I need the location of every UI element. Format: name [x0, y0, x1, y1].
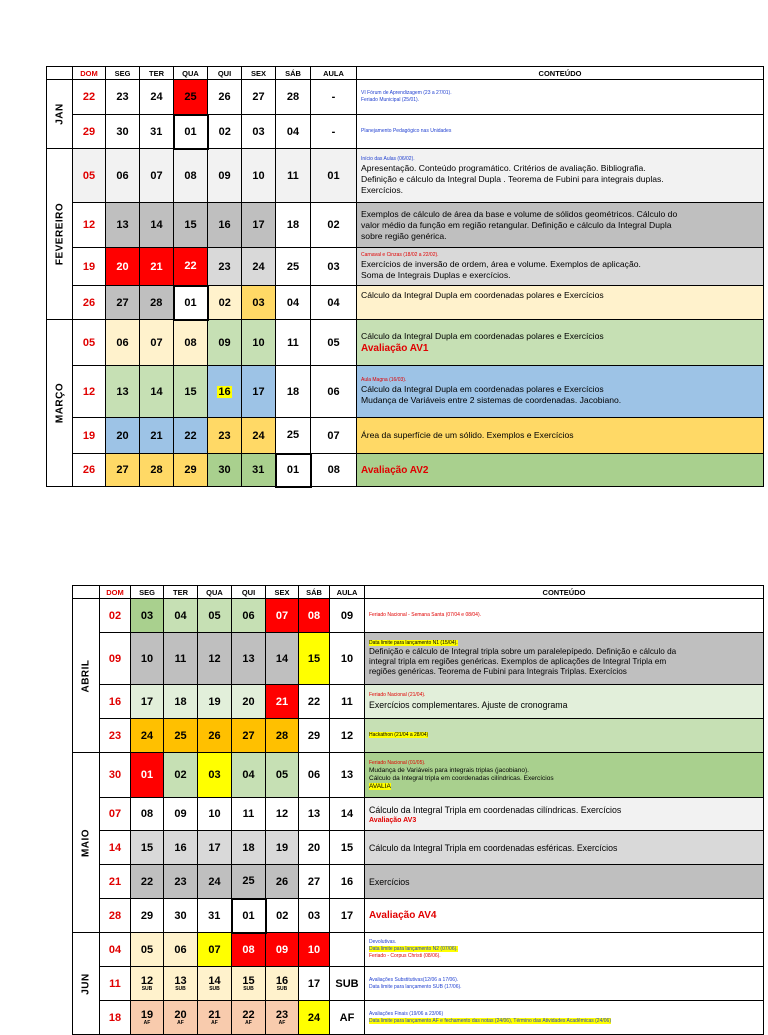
content-line: AVALIA — [369, 782, 391, 790]
day-cell: 21 AF — [198, 1001, 232, 1035]
day-cell: 02 — [100, 599, 131, 633]
day-cell: 14 SUB — [198, 967, 232, 1001]
day-cell: 17 — [299, 967, 330, 1001]
header-sex: SEX — [242, 67, 276, 80]
header-row — [47, 67, 764, 80]
week-row — [47, 418, 764, 454]
day-cell: 29 — [299, 719, 330, 753]
content-cell — [357, 454, 764, 487]
day-cell: 23 — [208, 418, 242, 454]
content-line: Mudança de Variáveis para integrais triplas (jacobiano). — [369, 766, 529, 774]
content-note: Avaliações Substitutivas(12/06 a 17/06). — [369, 976, 459, 983]
day-cell: 05 — [131, 933, 164, 967]
day-cell: 16 — [164, 831, 198, 865]
day-cell: 22 — [174, 248, 208, 286]
aula-cell: 07 — [311, 418, 357, 454]
day-cell: 20 AF — [164, 1001, 198, 1035]
content-line: Soma de Integrais Duplas e exercícios. — [361, 270, 511, 280]
header-row — [73, 586, 764, 599]
day-cell: 17 — [242, 203, 276, 248]
day-cell: 26 — [73, 454, 106, 487]
aula-cell: 17 — [330, 899, 365, 933]
content-line: valor médio da função em região retangular. Definição e cálculo da Integral Dupla — [361, 219, 672, 230]
content-line: integral tripla em regiões genéricas. Exemplos de aplicações de Integral Tripla em — [369, 657, 667, 666]
day-cell: 03 — [131, 599, 164, 633]
day-cell: 08 — [131, 798, 164, 831]
day-cell: 13 — [299, 798, 330, 831]
day-cell: 12 — [73, 366, 106, 418]
day-cell: 04 — [164, 599, 198, 633]
day-cell: 02 — [208, 286, 242, 320]
day-cell: 08 — [174, 320, 208, 366]
day-cell: 14 — [140, 203, 174, 248]
day-cell: 01 — [232, 899, 266, 933]
day-cell: 18 — [232, 831, 266, 865]
day-cell: 15 — [131, 831, 164, 865]
evaluation-label: Avaliação AV1 — [361, 342, 429, 354]
day-cell: 11 — [100, 967, 131, 1001]
content-cell — [357, 366, 764, 418]
month-label-fev: FEVEREIRO — [47, 149, 73, 320]
content-line: Exercícios complementares. Ajuste de cronograma — [369, 700, 568, 710]
day-cell: 04 — [276, 286, 311, 320]
week-row — [47, 115, 764, 149]
day-cell: 28 — [140, 454, 174, 487]
header-sab: SÁB — [299, 586, 330, 599]
day-cell: 05 — [266, 753, 299, 798]
content-cell — [365, 798, 764, 831]
day-cell: 19 — [198, 685, 232, 719]
day-cell: 12 — [198, 633, 232, 685]
day-cell: 20 — [232, 685, 266, 719]
day-cell: 31 — [242, 454, 276, 487]
day-cell: 11 — [276, 149, 311, 203]
day-cell: 19 AF — [131, 1001, 164, 1035]
week-row — [73, 599, 764, 633]
day-cell: 28 — [100, 899, 131, 933]
day-cell: 22 — [174, 418, 208, 454]
day-cell: 01 — [276, 454, 311, 487]
day-cell: 11 — [164, 633, 198, 685]
header-dom: DOM — [73, 67, 106, 80]
day-cell: 13 — [232, 633, 266, 685]
header-ter: TER — [164, 586, 198, 599]
content-cell — [365, 865, 764, 899]
header-qua: QUA — [198, 586, 232, 599]
content-line: regiões genéricas. Teorema de Fubini para Integrais Triplas. Exercícios — [369, 667, 627, 676]
content-line: Cálculo da Integral Dupla em coordenadas polares e Exercícios — [361, 290, 604, 300]
day-cell: 30 — [208, 454, 242, 487]
aula-cell: - — [311, 80, 357, 115]
day-cell: 21 — [140, 418, 174, 454]
day-cell: 22 — [131, 865, 164, 899]
header-ter: TER — [140, 67, 174, 80]
content-cell — [365, 719, 764, 753]
month-label-abr: ABRIL — [73, 599, 100, 753]
content-line: Exercícios de inversão de ordem, área e volume. Exemplos de aplicação. — [361, 259, 641, 269]
day-cell: 16 — [100, 685, 131, 719]
day-cell: 18 — [100, 1001, 131, 1035]
content-holiday: Feriado Nacional (01/05). — [369, 759, 426, 766]
week-row — [47, 248, 764, 286]
content-line: sobre região genérica. — [361, 230, 447, 241]
header-conteudo: CONTEÚDO — [357, 67, 764, 80]
content-holiday: Feriado Nacional (21/04). — [369, 692, 426, 698]
day-cell: 30 — [164, 899, 198, 933]
content-cell — [357, 149, 764, 203]
day-cell: 18 — [276, 366, 311, 418]
day-cell: 05 — [198, 599, 232, 633]
content-note: Devolutivas. — [369, 939, 397, 945]
day-cell: 24 — [242, 248, 276, 286]
header-sab: SÁB — [276, 67, 311, 80]
day-cell: 14 — [100, 831, 131, 865]
day-cell: 09 — [208, 149, 242, 203]
day-cell: 28 — [276, 80, 311, 115]
header-aula: AULA — [330, 586, 365, 599]
week-row — [73, 753, 764, 798]
day-cell: 05 — [73, 320, 106, 366]
content-note: Planejamento Pedagógico nas Unidades — [361, 128, 452, 134]
content-holiday: Feriado - Corpus Christi (08/06). — [369, 953, 441, 959]
day-cell: 04 — [100, 933, 131, 967]
aula-cell: 14 — [330, 798, 365, 831]
week-row — [73, 633, 764, 685]
header-aula: AULA — [311, 67, 357, 80]
month-label-mar: MARÇO — [47, 320, 73, 487]
content-note: Início das Aulas (06/02). — [361, 155, 415, 162]
day-cell: 14 — [140, 366, 174, 418]
day-cell: 02 — [266, 899, 299, 933]
calendar-table-jan-mar — [46, 66, 764, 488]
content-cell — [365, 633, 764, 685]
day-cell: 29 — [131, 899, 164, 933]
day-cell: 29 — [73, 115, 106, 149]
day-cell: 20 — [299, 831, 330, 865]
day-cell: 28 — [266, 719, 299, 753]
day-cell: 08 — [232, 933, 266, 967]
day-cell: 13 SUB — [164, 967, 198, 1001]
day-cell: 26 — [198, 719, 232, 753]
day-cell: 10 — [299, 933, 330, 967]
aula-cell: 01 — [311, 149, 357, 203]
day-cell: 17 — [131, 685, 164, 719]
week-row — [47, 149, 764, 203]
day-cell: 07 — [140, 149, 174, 203]
week-row — [73, 685, 764, 719]
header-seg: SEG — [131, 586, 164, 599]
day-cell: 12 SUB — [131, 967, 164, 1001]
aula-cell: SUB — [330, 967, 365, 1001]
aula-cell: 12 — [330, 719, 365, 753]
aula-cell: AF — [330, 1001, 365, 1035]
evaluation-label: Avaliação AV4 — [369, 910, 437, 921]
week-row — [47, 203, 764, 248]
aula-cell — [330, 933, 365, 967]
header-qua: QUA — [174, 67, 208, 80]
day-cell: 15 — [174, 366, 208, 418]
content-holiday: Aula Magna (16/03). — [361, 377, 407, 383]
day-cell: 05 — [73, 149, 106, 203]
day-cell: 07 — [198, 933, 232, 967]
month-label-jun: JUN — [73, 933, 100, 1035]
day-cell: 03 — [242, 115, 276, 149]
header-seg: SEG — [106, 67, 140, 80]
content-note: Data limite para lançamento SUB (17/06). — [369, 983, 462, 990]
content-cell — [365, 599, 764, 633]
aula-cell: 09 — [330, 599, 365, 633]
aula-cell: - — [311, 115, 357, 149]
content-cell — [365, 1001, 764, 1035]
day-cell: 21 — [140, 248, 174, 286]
day-cell: 16 — [208, 203, 242, 248]
content-line: Cálculo da Integral Tripla em coordenadas cilíndricas. Exercícios — [369, 804, 622, 815]
day-cell: 17 — [198, 831, 232, 865]
day-cell: 18 — [164, 685, 198, 719]
content-cell — [357, 418, 764, 454]
content-cell — [365, 899, 764, 933]
day-cell: 10 — [242, 149, 276, 203]
day-cell: 07 — [140, 320, 174, 366]
day-cell: 11 — [276, 320, 311, 366]
content-cell — [365, 933, 764, 967]
header-blank — [73, 586, 100, 599]
aula-cell: 05 — [311, 320, 357, 366]
day-cell: 02 — [208, 115, 242, 149]
week-row — [47, 320, 764, 366]
day-cell: 30 — [106, 115, 140, 149]
aula-cell: 03 — [311, 248, 357, 286]
week-row — [73, 798, 764, 831]
week-row — [73, 933, 764, 967]
content-cell — [357, 248, 764, 286]
day-cell: 26 — [208, 80, 242, 115]
day-cell: 13 — [106, 203, 140, 248]
week-row — [73, 967, 764, 1001]
week-row — [73, 831, 764, 865]
day-cell: 20 — [106, 418, 140, 454]
content-line: Cálculo da Integral Dupla em coordenadas polares e Exercícios — [361, 384, 604, 394]
day-cell: 08 — [174, 149, 208, 203]
aula-cell: 11 — [330, 685, 365, 719]
content-line: Cálculo da Integral tripla em coordenadas cilíndricas. Exercícios — [369, 774, 554, 782]
content-line: Exemplos de cálculo de área da base e volume de sólidos geométricos. Cálculo do — [361, 208, 678, 219]
content-note: Data limite para lançamento AF e fechamento das notas (24/06), Término das Atividades Acadêmicas (24/06) — [369, 1017, 611, 1024]
day-cell: 06 — [232, 599, 266, 633]
day-cell: 03 — [299, 899, 330, 933]
day-cell: 24 — [140, 80, 174, 115]
day-cell: 25 — [164, 719, 198, 753]
day-cell: 19 — [73, 248, 106, 286]
day-cell: 04 — [276, 115, 311, 149]
aula-cell: 16 — [330, 865, 365, 899]
day-cell: 18 — [276, 203, 311, 248]
content-cell — [357, 115, 764, 149]
day-cell: 29 — [174, 454, 208, 487]
month-label-jan: JAN — [47, 80, 73, 149]
day-cell: 07 — [100, 798, 131, 831]
content-line: Apresentação. Conteúdo programático. Critérios de avaliação. Bibliografia. — [361, 162, 646, 173]
day-cell: 08 — [299, 599, 330, 633]
day-cell: 11 — [232, 798, 266, 831]
day-cell: 27 — [106, 286, 140, 320]
day-cell: 10 — [242, 320, 276, 366]
day-cell: 06 — [299, 753, 330, 798]
day-cell: 17 — [242, 366, 276, 418]
content-cell — [357, 203, 764, 248]
content-note: Hackathon (21/04 a 28/04) — [369, 732, 429, 738]
day-cell: 09 — [100, 633, 131, 685]
day-cell: 23 — [106, 80, 140, 115]
content-cell — [365, 685, 764, 719]
day-cell: 31 — [140, 115, 174, 149]
day-cell: 23 — [164, 865, 198, 899]
content-cell — [357, 286, 764, 320]
day-cell: 07 — [266, 599, 299, 633]
aula-cell: 10 — [330, 633, 365, 685]
content-line: Exercícios — [369, 876, 410, 887]
content-line: Área da superfície de um sólido. Exemplos e Exercícios — [361, 430, 574, 440]
evaluation-label: Avaliação AV3 — [369, 816, 417, 824]
day-cell: 27 — [106, 454, 140, 487]
day-cell: 27 — [232, 719, 266, 753]
week-row — [73, 865, 764, 899]
content-note: Avaliações Finais (19/06 a 23/06) — [369, 1010, 444, 1017]
day-cell: 26 — [73, 286, 106, 320]
day-cell: 25 — [276, 248, 311, 286]
day-cell: 25 — [232, 865, 266, 899]
day-cell: 03 — [198, 753, 232, 798]
header-sex: SEX — [266, 586, 299, 599]
highlighted-day: 16 — [218, 385, 231, 398]
header-qui: QUI — [208, 67, 242, 80]
day-cell: 22 — [299, 685, 330, 719]
day-cell: 12 — [266, 798, 299, 831]
day-cell: 21 — [266, 685, 299, 719]
header-dom: DOM — [100, 586, 131, 599]
aula-cell: 06 — [311, 366, 357, 418]
day-cell: 24 — [131, 719, 164, 753]
day-cell: 24 — [242, 418, 276, 454]
week-row — [47, 80, 764, 115]
day-cell: 23 — [100, 719, 131, 753]
day-cell: 10 — [198, 798, 232, 831]
content-cell — [365, 831, 764, 865]
week-row — [47, 286, 764, 320]
day-cell: 19 — [73, 418, 106, 454]
content-line: Mudança de Variáveis entre 2 sistemas de coordenadas. Jacobiano. — [361, 395, 622, 405]
day-cell: 02 — [164, 753, 198, 798]
content-line: Cálculo da Integral Dupla em coordenadas polares e Exercícios — [361, 330, 604, 341]
day-cell: 04 — [232, 753, 266, 798]
day-cell: 09 — [266, 933, 299, 967]
day-cell: 23 AF — [266, 1001, 299, 1035]
day-cell: 20 — [106, 248, 140, 286]
header-qui: QUI — [232, 586, 266, 599]
content-line: Cálculo da Integral Tripla em coordenadas esféricas. Exercícios — [369, 842, 618, 853]
day-cell: 03 — [242, 286, 276, 320]
content-holiday: Feriado Nacional - Semana Santa (07/04 e 08/04). — [369, 612, 482, 618]
content-line: Definição e cálculo da Integral Dupla . Teorema de Fubini para integrais duplas. — [361, 173, 664, 184]
content-note: VI Fórum de Aprendizagem (23 a 27/01). — [361, 90, 452, 96]
day-cell: 24 — [299, 1001, 330, 1035]
day-cell: 15 SUB — [232, 967, 266, 1001]
aula-cell: 15 — [330, 831, 365, 865]
aula-cell: 04 — [311, 286, 357, 320]
content-cell — [357, 80, 764, 115]
day-cell: 12 — [73, 203, 106, 248]
content-line: Definição e cálculo de Integral tripla sobre um paralelepípedo. Definição e cálculo da — [369, 647, 677, 656]
content-cell — [365, 753, 764, 798]
day-cell: 24 — [198, 865, 232, 899]
day-cell: 22 AF — [232, 1001, 266, 1035]
day-cell: 23 — [208, 248, 242, 286]
day-cell: 13 — [106, 366, 140, 418]
day-cell: 19 — [266, 831, 299, 865]
day-cell: 01 — [174, 286, 208, 320]
day-cell: 31 — [198, 899, 232, 933]
day-cell: 09 — [208, 320, 242, 366]
day-cell: 10 — [131, 633, 164, 685]
day-cell: 15 — [174, 203, 208, 248]
aula-cell: 13 — [330, 753, 365, 798]
day-cell: 22 — [73, 80, 106, 115]
content-note: Feriado Municipal (25/01). — [361, 97, 420, 103]
month-label-mai: MAIO — [73, 753, 100, 933]
day-cell: 21 — [100, 865, 131, 899]
day-cell: 06 — [106, 320, 140, 366]
header-blank — [47, 67, 73, 80]
day-cell: 28 — [140, 286, 174, 320]
content-cell — [365, 967, 764, 1001]
day-cell: 30 — [100, 753, 131, 798]
day-cell: 14 — [266, 633, 299, 685]
day-cell — [208, 366, 242, 418]
day-cell: 06 — [164, 933, 198, 967]
day-cell: 06 — [106, 149, 140, 203]
content-holiday: Carnaval e Cinzas (18/02 a 22/02). — [361, 252, 439, 258]
day-cell: 16 SUB — [266, 967, 299, 1001]
day-cell: 09 — [164, 798, 198, 831]
aula-cell: 02 — [311, 203, 357, 248]
day-cell: 01 — [174, 115, 208, 149]
week-row — [47, 454, 764, 487]
day-cell: 27 — [299, 865, 330, 899]
content-note: Data limite para lançamento N2 (07/06). — [369, 946, 458, 952]
day-cell: 01 — [131, 753, 164, 798]
aula-cell: 08 — [311, 454, 357, 487]
day-cell: 15 — [299, 633, 330, 685]
content-cell — [357, 320, 764, 366]
content-line: Exercícios. — [361, 184, 404, 195]
week-row — [73, 899, 764, 933]
content-note: Data limite para lançamento N1 (15/04). — [369, 640, 458, 646]
day-cell: 26 — [266, 865, 299, 899]
evaluation-label: Avaliação AV2 — [361, 464, 429, 476]
day-cell: 25 — [276, 418, 311, 454]
header-conteudo: CONTEÚDO — [365, 586, 764, 599]
week-row — [73, 719, 764, 753]
calendar-table-abr-jun — [72, 585, 764, 1035]
week-row — [73, 1001, 764, 1035]
day-cell: 25 — [174, 80, 208, 115]
day-cell: 27 — [242, 80, 276, 115]
week-row — [47, 366, 764, 418]
